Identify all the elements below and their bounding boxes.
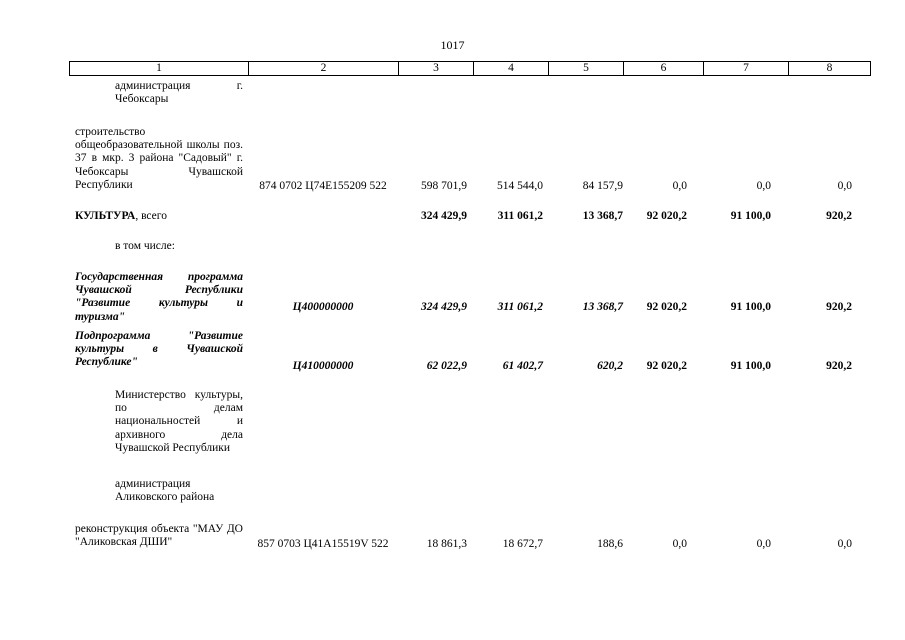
value-col-5: 13 368,7 xyxy=(582,301,623,313)
budget-code: 874 0702 Ц74Е155209 522 xyxy=(259,180,387,192)
value-col-6: 92 020,2 xyxy=(646,301,687,313)
budget-code: 857 0703 Ц41А15519V 522 xyxy=(257,538,389,550)
row-label: администрация Аликовского района xyxy=(115,478,215,504)
value-col-7: 0,0 xyxy=(756,180,771,192)
value-col-4: 311 061,2 xyxy=(497,210,543,222)
value-col-7: 0,0 xyxy=(756,538,771,550)
column-header-2: 2 xyxy=(249,62,399,76)
row-label: Министерство культуры, по делам национальностей и архивного дела Чувашской Республики xyxy=(115,389,243,454)
budget-code: Ц410000000 xyxy=(292,360,354,372)
column-header-table xyxy=(69,61,871,76)
value-col-5: 13 368,7 xyxy=(582,210,623,222)
budget-code: Ц400000000 xyxy=(292,301,354,313)
value-col-3: 598 701,9 xyxy=(421,180,467,192)
row-label xyxy=(75,210,243,223)
value-col-8: 920,2 xyxy=(826,301,852,313)
value-col-6: 0,0 xyxy=(672,180,687,192)
column-header-1: 1 xyxy=(70,62,249,76)
value-col-3: 324 429,9 xyxy=(421,301,467,313)
value-col-8: 0,0 xyxy=(837,538,852,550)
value-col-4: 61 402,7 xyxy=(502,360,543,372)
value-col-6: 0,0 xyxy=(672,538,687,550)
value-col-7: 91 100,0 xyxy=(730,301,771,313)
value-col-5: 84 157,9 xyxy=(582,180,623,192)
value-col-3: 62 022,9 xyxy=(426,360,467,372)
value-col-5: 620,2 xyxy=(597,360,623,372)
value-col-7: 91 100,0 xyxy=(730,360,771,372)
row-label: реконструкция объекта "МАУ ДО "Аликовская ДШИ" xyxy=(75,523,243,549)
value-col-8: 920,2 xyxy=(826,210,852,222)
column-header-8: 8 xyxy=(789,62,871,76)
row-label: строительство общеобразовательной школы поз. 37 в мкр. 3 района "Садовый" г. Чебоксары Чувашской Республики xyxy=(75,126,243,191)
value-col-8: 0,0 xyxy=(837,180,852,192)
page-number: 1017 xyxy=(440,38,465,52)
row-label: администрация г. Чебоксары xyxy=(115,80,243,106)
row-label: Подпрограмма "Развитие культуры в Чувашской Республике" xyxy=(75,330,243,369)
value-col-6: 92 020,2 xyxy=(646,360,687,372)
value-col-3: 18 861,3 xyxy=(426,538,467,550)
column-header-7: 7 xyxy=(704,62,789,76)
row-label: в том числе: xyxy=(115,240,175,252)
value-col-4: 311 061,2 xyxy=(497,301,543,313)
value-col-6: 92 020,2 xyxy=(646,210,687,222)
column-header-6: 6 xyxy=(624,62,704,76)
column-header-3: 3 xyxy=(399,62,474,76)
column-header-5: 5 xyxy=(549,62,624,76)
value-col-4: 514 544,0 xyxy=(497,180,543,192)
row-label-rest: , всего xyxy=(135,210,167,222)
row-label: Государственная программа Чувашской Республики "Развитие культуры и туризма" xyxy=(75,271,243,323)
value-col-3: 324 429,9 xyxy=(421,210,467,222)
row-label-bold: КУЛЬТУРА xyxy=(75,210,136,222)
value-col-5: 188,6 xyxy=(597,538,623,550)
column-header-4: 4 xyxy=(474,62,549,76)
value-col-8: 920,2 xyxy=(826,360,852,372)
value-col-7: 91 100,0 xyxy=(730,210,771,222)
value-col-4: 18 672,7 xyxy=(502,538,543,550)
